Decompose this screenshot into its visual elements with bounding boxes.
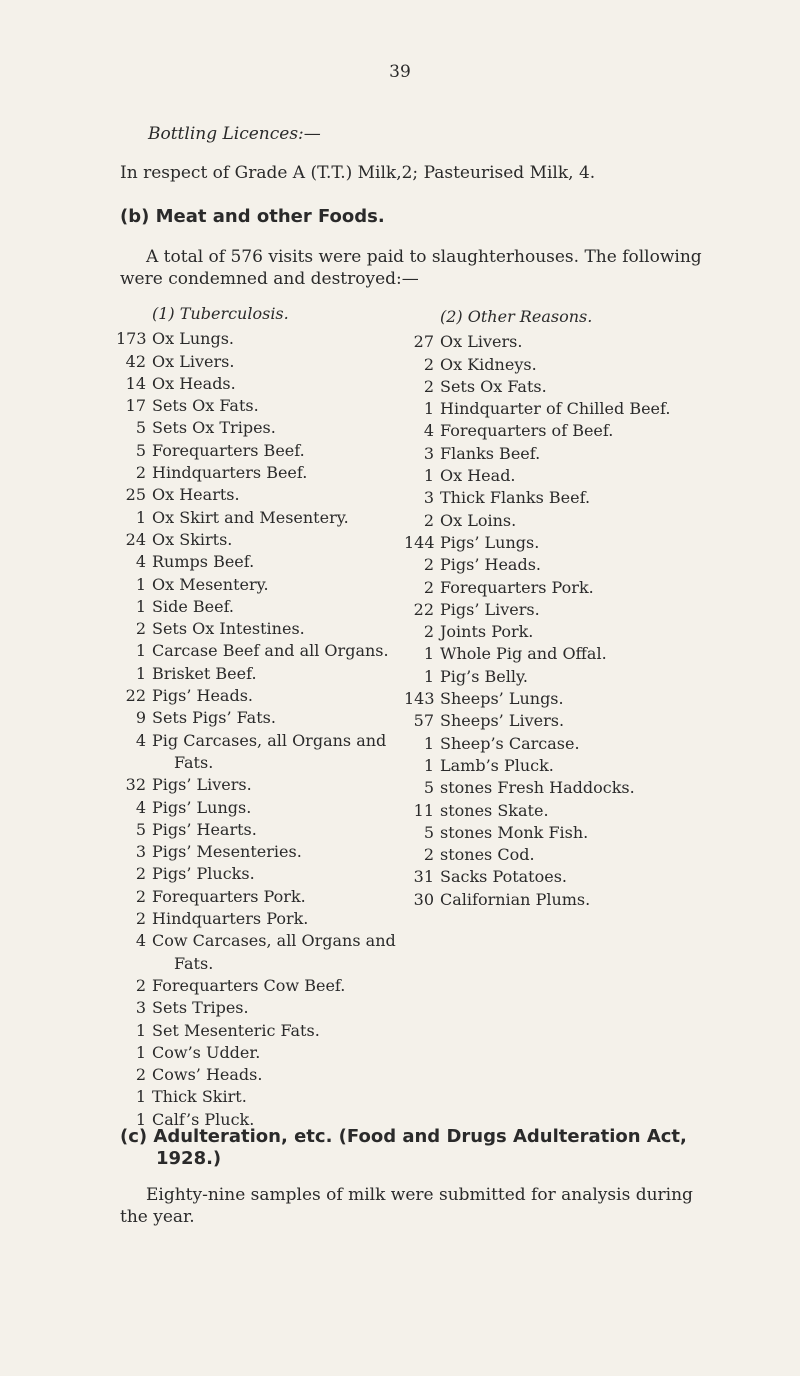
- item-quantity: 5: [135, 819, 146, 839]
- item-quantity: 4: [135, 931, 146, 951]
- item-description: Pigs’ Heads.: [152, 686, 254, 706]
- list-item: [404, 822, 800, 844]
- other-reasons-list: [404, 331, 800, 911]
- item-quantity: 2: [423, 845, 434, 865]
- list-item: [404, 800, 800, 822]
- list-item: [404, 755, 800, 777]
- item-description: Carcase Beef and all Organs.: [152, 641, 389, 661]
- list-item: [116, 328, 446, 350]
- item-quantity: 9: [135, 708, 146, 728]
- item-description: Forequarters Pork.: [440, 577, 594, 597]
- item-description: Ox Head.: [440, 466, 516, 486]
- section-c-heading-line1: (c) Adulteration, etc. (Food and Drugs Adulteration Act,: [120, 1126, 687, 1147]
- bottling-licences-text: In respect of Grade A (T.T.) Milk,2; Pasteurised Milk, 4.: [120, 163, 596, 183]
- list-item: [116, 1020, 446, 1042]
- item-quantity: 1: [423, 466, 434, 486]
- item-quantity: 3: [135, 998, 146, 1018]
- item-description: Pigs’ Plucks.: [152, 864, 255, 884]
- item-quantity: 27: [413, 332, 434, 352]
- item-description: Ox Heads.: [152, 373, 236, 393]
- item-description: stones Monk Fish.: [440, 822, 589, 842]
- list-item: [404, 621, 800, 643]
- list-item: [116, 1086, 446, 1108]
- item-description: Whole Pig and Offal.: [440, 644, 607, 664]
- item-description: Pigs’ Mesenteries.: [152, 842, 302, 862]
- list-item: [116, 886, 446, 908]
- item-quantity: 1: [135, 574, 146, 594]
- item-description: Ox Hearts.: [152, 485, 240, 505]
- list-item: [116, 440, 446, 462]
- item-description: Ox Livers.: [440, 332, 523, 352]
- list-item: [116, 908, 446, 930]
- list-item: [116, 730, 446, 752]
- item-quantity: 1: [135, 1020, 146, 1040]
- item-quantity: 5: [135, 418, 146, 438]
- list-item: [404, 599, 800, 621]
- list-item: [116, 640, 446, 662]
- list-item: [404, 777, 800, 799]
- item-description: Pig Carcases, all Organs and: [152, 730, 387, 750]
- list-item: [116, 395, 446, 417]
- section-b-heading: (b) Meat and other Foods.: [120, 206, 385, 227]
- item-quantity: 2: [423, 376, 434, 396]
- item-quantity: 1: [135, 596, 146, 616]
- item-description: Ox Loins.: [440, 510, 517, 530]
- item-quantity: 2: [135, 463, 146, 483]
- item-description: stones Skate.: [440, 800, 549, 820]
- item-quantity: 57: [413, 711, 434, 731]
- item-description: Thick Skirt.: [152, 1087, 247, 1107]
- item-description: Sets Tripes.: [152, 998, 249, 1018]
- item-description: Pigs’ Lungs.: [152, 797, 252, 817]
- item-quantity: 24: [125, 529, 146, 549]
- item-description: Ox Mesentery.: [152, 574, 269, 594]
- list-item: [116, 819, 446, 841]
- item-quantity: 2: [423, 555, 434, 575]
- item-description: Sets Ox Fats.: [152, 396, 259, 416]
- list-item: [404, 889, 800, 911]
- tuberculosis-heading: (1) Tuberculosis.: [152, 304, 289, 323]
- list-item: [404, 643, 800, 665]
- item-quantity: 2: [135, 619, 146, 639]
- item-description: Calf’s Pluck.: [152, 1109, 255, 1129]
- list-item: [404, 331, 800, 353]
- item-description: Thick Flanks Beef.: [440, 488, 591, 508]
- item-description: Forequarters Beef.: [152, 440, 305, 460]
- list-item: [116, 1064, 446, 1086]
- item-description: Pigs’ Hearts.: [152, 819, 257, 839]
- other-reasons-column: [404, 306, 800, 911]
- item-quantity: 5: [423, 822, 434, 842]
- list-item: [116, 975, 446, 997]
- list-item: [116, 529, 446, 551]
- item-quantity: 1: [423, 666, 434, 686]
- item-description: Cows’ Heads.: [152, 1065, 263, 1085]
- list-item: [116, 462, 446, 484]
- item-quantity: 1: [423, 755, 434, 775]
- list-item: [116, 373, 446, 395]
- list-item: [116, 507, 446, 529]
- list-item: [404, 577, 800, 599]
- item-description: Ox Livers.: [152, 351, 235, 371]
- item-quantity: 5: [423, 778, 434, 798]
- item-description: Pigs’ Livers.: [440, 599, 540, 619]
- item-quantity: 2: [423, 577, 434, 597]
- item-description: Ox Kidneys.: [440, 354, 537, 374]
- item-description: Hindquarters Beef.: [152, 463, 308, 483]
- item-description: stones Cod.: [440, 845, 535, 865]
- item-description: Sheeps’ Livers.: [440, 711, 565, 731]
- bottling-licences-heading: Bottling Licences:—: [148, 124, 321, 144]
- item-description: Side Beef.: [152, 596, 235, 616]
- list-item: [404, 465, 800, 487]
- item-description: Set Mesenteric Fats.: [152, 1020, 320, 1040]
- item-description-continuation: Fats.: [174, 752, 214, 772]
- item-description: Hindquarters Pork.: [152, 909, 309, 929]
- list-item: [404, 688, 800, 710]
- list-item: [116, 841, 446, 863]
- item-quantity: 2: [135, 886, 146, 906]
- item-quantity: 22: [125, 686, 146, 706]
- tuberculosis-list: [116, 328, 446, 1131]
- item-quantity: 1: [135, 1087, 146, 1107]
- list-item: [404, 487, 800, 509]
- item-quantity: 1: [135, 507, 146, 527]
- item-quantity: 3: [423, 443, 434, 463]
- list-item: [116, 774, 446, 796]
- item-quantity: 2: [423, 510, 434, 530]
- item-quantity: 2: [423, 622, 434, 642]
- item-description: Cow Carcases, all Organs and: [152, 931, 396, 951]
- item-description: Californian Plums.: [440, 889, 591, 909]
- list-item: [116, 351, 446, 373]
- item-description: Pigs’ Livers.: [152, 775, 252, 795]
- section-c-text-line1: Eighty-nine samples of milk were submitted for analysis during: [146, 1185, 693, 1205]
- item-quantity: 1: [135, 641, 146, 661]
- list-item: [116, 930, 446, 952]
- item-quantity: 3: [423, 488, 434, 508]
- item-description: Sets Ox Fats.: [440, 376, 547, 396]
- list-item: [116, 685, 446, 707]
- item-quantity: 4: [135, 552, 146, 572]
- item-description: Forequarters Cow Beef.: [152, 975, 346, 995]
- item-description: Sets Pigs’ Fats.: [152, 708, 276, 728]
- list-item: [404, 354, 800, 376]
- item-description: Forequarters Pork.: [152, 886, 306, 906]
- list-item: [116, 574, 446, 596]
- item-quantity: 144: [404, 532, 435, 552]
- item-description: Forequarters of Beef.: [440, 421, 614, 441]
- item-description: Ox Skirt and Mesentery.: [152, 507, 349, 527]
- page-number: 39: [389, 62, 411, 82]
- list-item: [404, 866, 800, 888]
- list-item: [404, 398, 800, 420]
- item-description: Ox Lungs.: [152, 329, 234, 349]
- item-quantity: 22: [413, 599, 434, 619]
- item-description-continuation: Fats.: [174, 953, 214, 973]
- section-b-intro-line1: A total of 576 visits were paid to slaughterhouses. The following: [146, 247, 702, 267]
- item-description: Lamb’s Pluck.: [440, 755, 554, 775]
- item-description: Joints Pork.: [440, 622, 534, 642]
- list-item: [116, 663, 446, 685]
- item-description: Rumps Beef.: [152, 552, 255, 572]
- item-quantity: 1: [135, 663, 146, 683]
- item-quantity: 1: [423, 644, 434, 664]
- item-quantity: 4: [135, 730, 146, 750]
- section-c-text-line2: the year.: [120, 1207, 195, 1227]
- list-item: [116, 551, 446, 573]
- item-description: Cow’s Udder.: [152, 1042, 261, 1062]
- item-description: Pig’s Belly.: [440, 666, 528, 686]
- list-item: [116, 596, 446, 618]
- list-item: [404, 710, 800, 732]
- item-quantity: 2: [135, 864, 146, 884]
- item-description: Sheep’s Carcase.: [440, 733, 580, 753]
- item-quantity: 143: [404, 689, 435, 709]
- item-quantity: 2: [423, 354, 434, 374]
- tuberculosis-column: [116, 303, 446, 1131]
- item-description: Pigs’ Heads.: [440, 555, 542, 575]
- item-quantity: 1: [135, 1109, 146, 1129]
- list-item: [116, 484, 446, 506]
- item-quantity: 17: [125, 396, 146, 416]
- item-quantity: 30: [413, 889, 434, 909]
- list-item: [404, 844, 800, 866]
- section-b-intro-line2: were condemned and destroyed:—: [120, 269, 419, 289]
- item-description: Sacks Potatoes.: [440, 867, 567, 887]
- other-reasons-heading: (2) Other Reasons.: [440, 307, 593, 326]
- section-c-heading-line2: 1928.): [156, 1148, 222, 1169]
- item-description: Ox Skirts.: [152, 529, 233, 549]
- item-quantity: 5: [135, 440, 146, 460]
- item-quantity: 42: [125, 351, 146, 371]
- list-item: [116, 417, 446, 439]
- item-quantity: 11: [413, 800, 434, 820]
- item-description: Hindquarter of Chilled Beef.: [440, 399, 671, 419]
- item-quantity: 32: [125, 775, 146, 795]
- list-item: [404, 554, 800, 576]
- list-item: [404, 532, 800, 554]
- list-item: [404, 420, 800, 442]
- item-description: stones Fresh Haddocks.: [440, 778, 635, 798]
- item-description: Brisket Beef.: [152, 663, 257, 683]
- list-item: [404, 510, 800, 532]
- list-item: [116, 618, 446, 640]
- item-quantity: 1: [423, 733, 434, 753]
- item-quantity: 25: [125, 485, 146, 505]
- list-item: [116, 1042, 446, 1064]
- list-item: [404, 733, 800, 755]
- item-quantity: 1: [423, 399, 434, 419]
- list-item: [116, 797, 446, 819]
- item-quantity: 3: [135, 842, 146, 862]
- item-quantity: 2: [135, 1065, 146, 1085]
- item-quantity: 2: [135, 975, 146, 995]
- item-description: Pigs’ Lungs.: [440, 532, 540, 552]
- list-item: [116, 707, 446, 729]
- item-quantity: 1: [135, 1042, 146, 1062]
- item-quantity: 31: [413, 867, 434, 887]
- item-quantity: 2: [135, 909, 146, 929]
- item-quantity: 14: [125, 373, 146, 393]
- list-item: [404, 443, 800, 465]
- list-item: [116, 997, 446, 1019]
- item-quantity: 4: [423, 421, 434, 441]
- item-quantity: 173: [116, 329, 147, 349]
- item-description: Sets Ox Tripes.: [152, 418, 276, 438]
- list-item: [404, 376, 800, 398]
- item-description: Sets Ox Intestines.: [152, 619, 305, 639]
- item-quantity: 4: [135, 797, 146, 817]
- item-description: Sheeps’ Lungs.: [440, 689, 564, 709]
- list-item: [404, 666, 800, 688]
- list-item: [116, 863, 446, 885]
- item-description: Flanks Beef.: [440, 443, 541, 463]
